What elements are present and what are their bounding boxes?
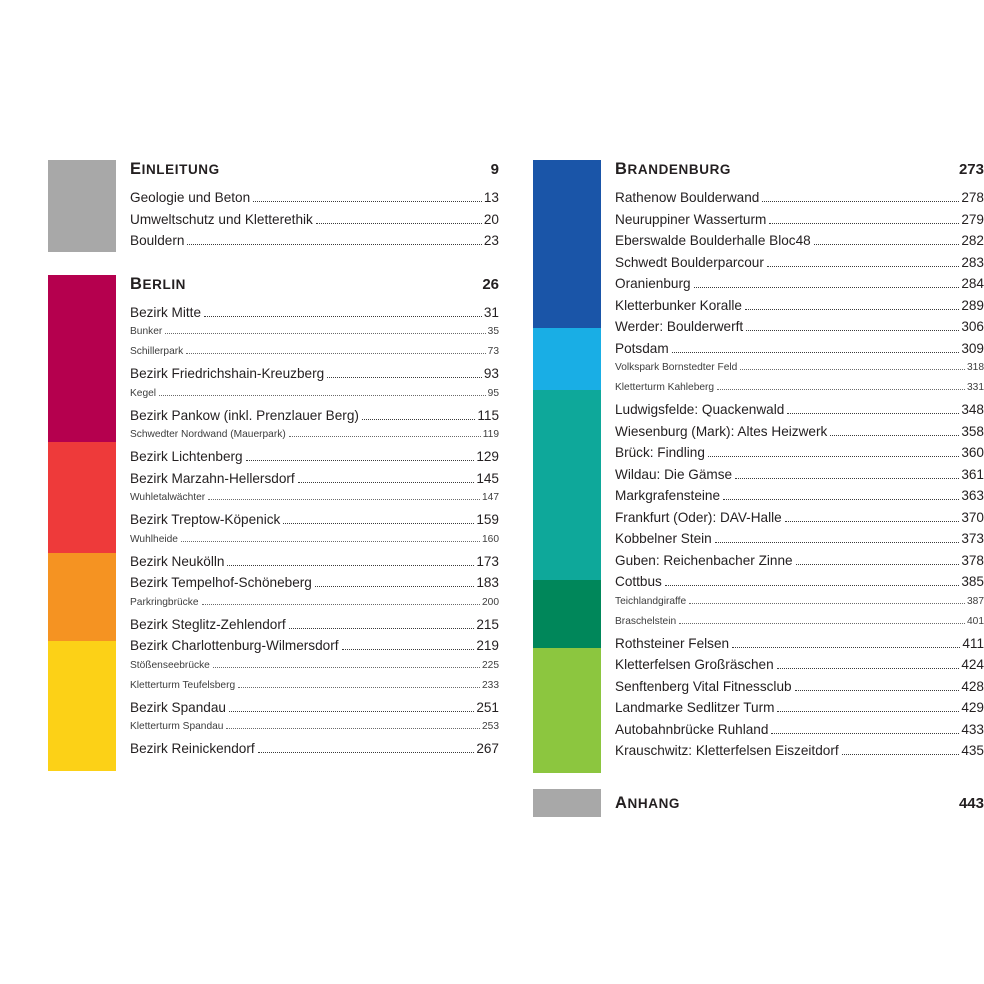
toc-entry-label: Rothsteiner Felsen <box>615 635 730 651</box>
color-swatch <box>48 160 116 252</box>
color-swatch <box>533 328 601 390</box>
toc-subentry[interactable] <box>130 429 499 449</box>
toc-entry-page: 401 <box>967 615 984 627</box>
leader-dots <box>289 627 475 629</box>
leader-dots <box>289 435 481 437</box>
leader-dots <box>316 222 482 224</box>
leader-dots <box>258 751 475 753</box>
toc-entry-label: Neuruppiner Wasserturm <box>615 211 767 227</box>
leader-dots <box>187 243 481 245</box>
toc-entry-label: Schwedter Nordwand (Mauerpark) <box>130 429 286 440</box>
section-page-number: 443 <box>958 794 984 812</box>
toc-entry-page: 95 <box>487 387 499 399</box>
leader-dots <box>771 732 959 734</box>
toc-entry-page: 411 <box>962 635 984 651</box>
leader-dots <box>227 564 474 566</box>
toc-column-right <box>533 160 984 817</box>
toc-entry-page: 278 <box>961 190 984 205</box>
leader-dots <box>246 459 475 461</box>
section-header-einleitung[interactable] <box>130 160 499 190</box>
toc-entry-label: Umweltschutz und Kletterethik <box>130 211 313 227</box>
swatch-column-berlin <box>48 275 116 771</box>
toc-subentry[interactable] <box>130 597 499 617</box>
toc-entry-page: 145 <box>476 470 499 486</box>
toc-entry[interactable] <box>130 741 499 763</box>
toc-entry-label: Bouldern <box>130 233 185 248</box>
toc-entry-label: Bezirk Tempelhof-Schöneberg <box>130 575 312 590</box>
toc-subentry[interactable] <box>615 596 984 616</box>
toc-entry-label: Kobbelner Stein <box>615 531 712 546</box>
toc-entry[interactable] <box>615 553 984 575</box>
section-title: BERLIN <box>130 274 187 293</box>
leader-dots <box>283 522 474 524</box>
section-page-number: 273 <box>958 161 984 178</box>
leader-dots <box>186 352 485 354</box>
leader-dots <box>204 315 482 317</box>
toc-entry-label: Schillerpark <box>130 346 184 357</box>
toc-entry[interactable] <box>130 212 499 234</box>
toc-entry-label: Eberswalde Boulderhalle Bloc48 <box>615 233 811 248</box>
toc-entry-page: 348 <box>961 402 984 417</box>
toc-entry-label: Werder: Boulderwerft <box>615 319 744 334</box>
leader-dots <box>708 455 959 457</box>
leader-dots <box>213 666 480 668</box>
toc-entry-label: Bezirk Mitte <box>130 304 202 320</box>
toc-section-berlin <box>48 275 499 771</box>
toc-entry-page: 284 <box>961 276 984 291</box>
toc-entry-page: 370 <box>961 509 984 525</box>
leader-dots <box>740 368 965 370</box>
toc-entry-label: Teichlandgiraffe <box>615 595 687 607</box>
leader-dots <box>787 412 959 414</box>
toc-entry-label: Cottbus <box>615 574 662 589</box>
toc-entry-page: 253 <box>482 721 499 732</box>
section-entries-berlin <box>116 275 499 771</box>
toc-entry-label: Landmarke Sedlitzer Turm <box>615 700 775 715</box>
leader-dots <box>672 351 960 353</box>
toc-entry-label: Frankfurt (Oder): DAV-Halle <box>615 509 782 525</box>
toc-entry[interactable] <box>615 424 984 446</box>
toc-section-anhang[interactable] <box>533 789 984 817</box>
toc-entry[interactable] <box>615 722 984 744</box>
toc-entry-page: 318 <box>967 362 984 373</box>
toc-entry-label: Brück: Findling <box>615 445 705 460</box>
toc-entry-label: Kletterturm Kahleberg <box>615 382 715 393</box>
toc-entry-page: 200 <box>482 596 499 608</box>
toc-entry[interactable] <box>615 402 984 424</box>
toc-entry-label: Bezirk Steglitz-Zehlendorf <box>130 616 286 632</box>
color-swatch <box>533 789 601 817</box>
section-title: EINLEITUNG <box>130 160 220 178</box>
toc-entry[interactable] <box>130 366 499 388</box>
toc-subentry[interactable] <box>130 660 499 680</box>
section-spacer <box>48 255 499 275</box>
toc-entry-label: Kletterturm Teufelsberg <box>130 679 236 691</box>
toc-entry-label: Markgrafensteine <box>615 488 721 503</box>
section-header-brandenburg[interactable] <box>615 160 984 190</box>
color-swatch <box>48 553 116 641</box>
toc-subentry[interactable] <box>130 388 499 408</box>
toc-entry-page: 129 <box>476 449 499 464</box>
toc-entry-page: 385 <box>961 574 984 589</box>
color-swatch <box>533 648 601 773</box>
toc-entry-label: Rathenow Boulderwand <box>615 190 760 205</box>
toc-entry-label: Bezirk Pankow (inkl. Prenzlauer Berg) <box>130 407 359 423</box>
leader-dots <box>298 481 475 483</box>
toc-entry-page: 373 <box>961 531 984 546</box>
leader-dots <box>226 727 480 729</box>
leader-dots <box>202 603 480 605</box>
toc-entry[interactable] <box>615 255 984 277</box>
color-swatch <box>48 275 116 442</box>
toc-entry-label: Volkspark Bornstedter Feld <box>615 362 738 373</box>
toc-entry-label: Potsdam <box>615 340 669 356</box>
toc-entry-label: Oranienburg <box>615 276 691 291</box>
toc-entry[interactable] <box>615 636 984 658</box>
toc-subentry[interactable] <box>615 616 984 636</box>
toc-entry-page: 378 <box>961 552 984 568</box>
toc-subentry[interactable] <box>130 680 499 700</box>
toc-entry-page: 289 <box>961 297 984 313</box>
toc-entry[interactable] <box>130 554 499 576</box>
leader-dots <box>694 286 960 288</box>
toc-entry-label: Wuhletalwächter <box>130 492 206 503</box>
leader-dots <box>777 667 960 669</box>
toc-entry-page: 233 <box>482 679 499 691</box>
leader-dots <box>814 243 960 245</box>
leader-dots <box>796 563 960 565</box>
toc-entry-page: 267 <box>476 741 499 756</box>
toc-entry-label: Ludwigsfelde: Quackenwald <box>615 402 785 417</box>
leader-dots <box>830 434 959 436</box>
toc-entry-page: 31 <box>483 304 499 320</box>
toc-entry[interactable] <box>130 617 499 639</box>
toc-entry[interactable] <box>615 510 984 532</box>
toc-entry-page: 429 <box>961 700 984 715</box>
leader-dots <box>159 394 486 396</box>
toc-entry[interactable] <box>615 298 984 320</box>
toc-column-left <box>48 160 499 817</box>
toc-entry-label: Braschelstein <box>615 615 677 627</box>
toc-entry-page: 428 <box>961 678 984 694</box>
leader-dots <box>735 477 959 479</box>
leader-dots <box>842 753 960 755</box>
toc-entry[interactable] <box>615 190 984 212</box>
toc-subentry[interactable] <box>130 346 499 366</box>
toc-entry-page: 331 <box>967 382 984 393</box>
toc-subentry[interactable] <box>130 721 499 741</box>
toc-entry-page: 306 <box>961 319 984 334</box>
toc-entry-label: Kletterturm Spandau <box>130 721 224 732</box>
leader-dots <box>679 622 965 624</box>
section-entries-einleitung <box>116 160 499 255</box>
toc-entry[interactable] <box>130 408 499 430</box>
toc-entry-page: 215 <box>476 616 499 632</box>
leader-dots <box>315 585 474 587</box>
toc-entry-label: Schwedt Boulderparcour <box>615 254 764 270</box>
toc-entry-page: 20 <box>483 211 499 227</box>
toc-entry-page: 387 <box>967 595 984 607</box>
toc-entry[interactable] <box>615 233 984 255</box>
toc-entry-page: 173 <box>476 553 499 569</box>
toc-section-brandenburg <box>533 160 984 773</box>
leader-dots <box>723 498 959 500</box>
leader-dots <box>717 388 965 390</box>
toc-entry-page: 358 <box>961 423 984 439</box>
toc-entry[interactable] <box>615 574 984 596</box>
leader-dots <box>715 541 960 543</box>
toc-subentry[interactable] <box>615 382 984 402</box>
toc-entry-page: 363 <box>961 488 984 503</box>
toc-entry[interactable] <box>130 449 499 471</box>
toc-entry-page: 225 <box>482 659 499 671</box>
toc-entry-page: 283 <box>961 254 984 270</box>
toc-entry-label: Geologie und Beton <box>130 190 251 205</box>
leader-dots <box>767 265 959 267</box>
section-title: BRANDENBURG <box>615 160 732 178</box>
leader-dots <box>795 689 960 691</box>
toc-entry[interactable] <box>130 190 499 212</box>
toc-entry[interactable] <box>615 743 984 765</box>
toc-entry-page: 361 <box>961 466 984 482</box>
toc-entry-label: Bezirk Friedrichshain-Kreuzberg <box>130 366 325 381</box>
toc-entry[interactable] <box>130 471 499 493</box>
toc-entry[interactable] <box>130 512 499 534</box>
toc-entry-page: 309 <box>961 340 984 356</box>
toc-entry-page: 159 <box>476 512 499 527</box>
toc-entry[interactable] <box>130 233 499 255</box>
toc-entry[interactable] <box>615 679 984 701</box>
toc-entry-label: Wildau: Die Gämse <box>615 466 733 482</box>
toc-entry[interactable] <box>130 305 499 327</box>
toc-entry-label: Kletterfelsen Großräschen <box>615 657 774 672</box>
section-page-number: 26 <box>482 275 499 293</box>
toc-entry[interactable] <box>615 341 984 363</box>
leader-dots <box>342 648 475 650</box>
toc-entry-label: Krauschwitz: Kletterfelsen Eiszeitdorf <box>615 743 839 758</box>
toc-entry[interactable] <box>615 488 984 510</box>
toc-entry[interactable] <box>615 700 984 722</box>
section-page-number: 9 <box>490 161 499 178</box>
swatch-column-brandenburg <box>533 160 601 773</box>
toc-entry-label: Bunker <box>130 326 163 337</box>
leader-dots <box>327 376 482 378</box>
toc-entry-label: Senftenberg Vital Fitnessclub <box>615 678 792 694</box>
leader-dots <box>362 418 475 420</box>
toc-entry-page: 23 <box>483 233 499 248</box>
toc-entry-page: 424 <box>961 657 984 672</box>
leader-dots <box>229 710 474 712</box>
toc-entry[interactable] <box>615 531 984 553</box>
toc-entry-label: Bezirk Spandau <box>130 699 226 715</box>
toc-entry-page: 147 <box>482 492 499 503</box>
toc-entry-page: 13 <box>483 190 499 205</box>
toc-entry-page: 279 <box>961 211 984 227</box>
color-swatch <box>48 442 116 553</box>
toc-columns <box>0 160 984 817</box>
toc-entry-page: 35 <box>487 326 499 337</box>
leader-dots <box>253 200 482 202</box>
toc-entry-label: Bezirk Lichtenberg <box>130 449 243 464</box>
toc-entry[interactable] <box>615 467 984 489</box>
toc-entry[interactable] <box>615 276 984 298</box>
toc-entry-page: 115 <box>477 407 499 423</box>
toc-entry[interactable] <box>615 319 984 341</box>
toc-entry[interactable] <box>130 700 499 722</box>
toc-entry-label: Kletterbunker Koralle <box>615 297 742 313</box>
toc-entry-label: Bezirk Treptow-Köpenick <box>130 512 281 527</box>
toc-entry-page: 435 <box>961 743 984 758</box>
toc-entry[interactable] <box>130 638 499 660</box>
swatch-column-anhang <box>533 789 601 817</box>
toc-entry-label: Bezirk Neukölln <box>130 553 225 569</box>
section-header-berlin[interactable] <box>130 275 499 305</box>
toc-entry-label: Wuhlheide <box>130 533 178 545</box>
toc-entry-page: 251 <box>476 699 499 715</box>
toc-entry-page: 360 <box>961 445 984 460</box>
toc-entry-page: 183 <box>476 575 499 590</box>
toc-section-einleitung <box>48 160 499 255</box>
leader-dots <box>769 222 959 224</box>
leader-dots <box>689 602 965 604</box>
toc-subentry[interactable] <box>130 492 499 512</box>
toc-entry[interactable] <box>615 212 984 234</box>
toc-subentry[interactable] <box>130 326 499 346</box>
toc-entry-label: Wiesenburg (Mark): Altes Heizwerk <box>615 423 828 439</box>
leader-dots <box>732 646 960 648</box>
toc-entry-page: 119 <box>482 429 499 440</box>
leader-dots <box>762 200 959 202</box>
color-swatch <box>533 160 601 328</box>
leader-dots <box>181 540 480 542</box>
leader-dots <box>785 520 960 522</box>
leader-dots <box>745 308 959 310</box>
section-entries-brandenburg <box>601 160 984 773</box>
toc-entry-label: Guben: Reichenbacher Zinne <box>615 552 793 568</box>
toc-entry-page: 160 <box>482 533 499 545</box>
toc-entry-label: Bezirk Reinickendorf <box>130 741 255 756</box>
section-header-anhang <box>601 794 984 813</box>
color-swatch <box>533 580 601 648</box>
toc-entry-page: 282 <box>961 233 984 248</box>
toc-entry[interactable] <box>615 445 984 467</box>
color-swatch <box>48 641 116 771</box>
toc-entry-page: 93 <box>483 366 499 381</box>
leader-dots <box>665 584 959 586</box>
section-title: ANHANG <box>615 793 681 812</box>
color-swatch <box>533 390 601 580</box>
toc-entry-label: Bezirk Marzahn-Hellersdorf <box>130 470 295 486</box>
leader-dots <box>746 329 959 331</box>
toc-entry-label: Autobahnbrücke Ruhland <box>615 721 769 737</box>
toc-subentry[interactable] <box>615 362 984 382</box>
leader-dots <box>777 710 959 712</box>
toc-subentry[interactable] <box>130 534 499 554</box>
toc-entry-label: Stößenseebrücke <box>130 659 210 671</box>
toc-entry-page: 73 <box>487 346 499 357</box>
toc-entry-label: Parkringbrücke <box>130 596 199 608</box>
toc-entry-page: 219 <box>476 638 499 653</box>
toc-entry[interactable] <box>615 657 984 679</box>
leader-dots <box>208 498 480 500</box>
toc-entry-label: Bezirk Charlottenburg-Wilmersdorf <box>130 638 339 653</box>
toc-entry[interactable] <box>130 575 499 597</box>
leader-dots <box>165 332 485 334</box>
toc-entry-label: Kegel <box>130 387 157 399</box>
leader-dots <box>238 686 480 688</box>
swatch-column-einleitung <box>48 160 116 255</box>
toc-entry-page: 433 <box>961 721 984 737</box>
